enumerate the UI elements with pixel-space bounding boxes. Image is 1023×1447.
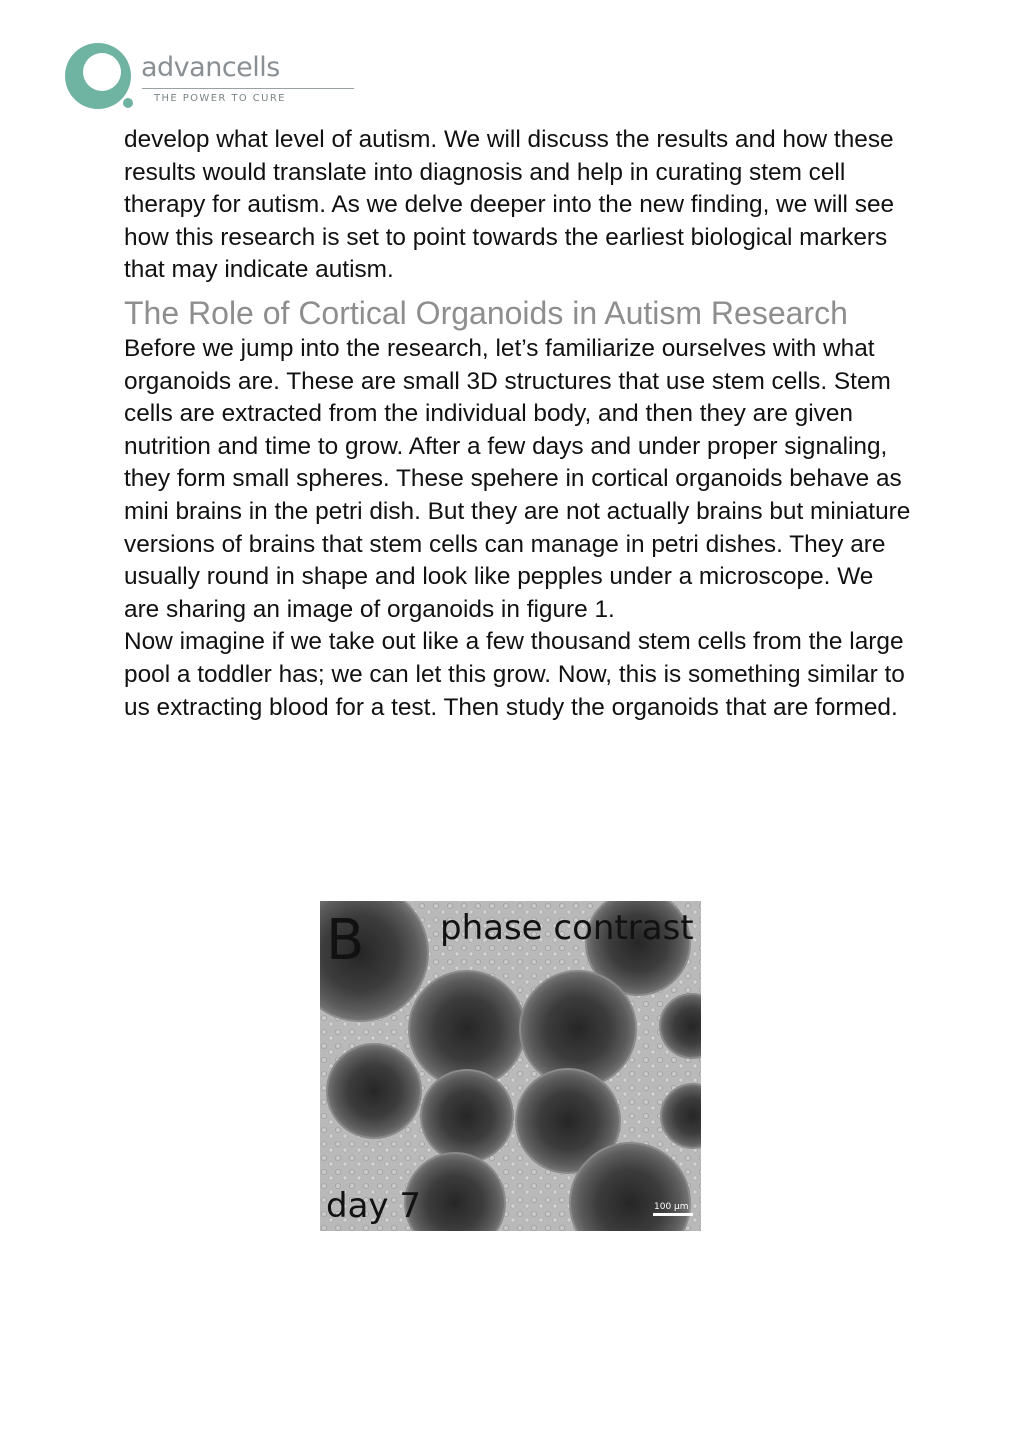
scale-bar-label: 100 µm bbox=[654, 1202, 689, 1212]
organoid-sphere bbox=[327, 1044, 421, 1138]
panel-letter: B bbox=[326, 908, 365, 973]
article-body bbox=[124, 124, 914, 724]
organoid-micrograph bbox=[320, 901, 701, 1231]
company-logo bbox=[62, 40, 312, 115]
section-heading: The Role of Cortical Organoids in Autism Research bbox=[124, 294, 848, 331]
scale-bar bbox=[653, 1213, 693, 1216]
logo-divider bbox=[142, 88, 354, 89]
logo-tagline: THE POWER TO CURE bbox=[154, 93, 286, 104]
logo-wordmark: advancells bbox=[141, 52, 280, 83]
caption-day: day 7 bbox=[326, 1186, 421, 1226]
organoid-sphere bbox=[421, 1070, 513, 1162]
imagine-paragraph: Now imagine if we take out like a few thousand stem cells from the large pool a toddler has; we can let this grow. Now, this is something similar to us extracting blood for a test. Then study the organoids that are formed. bbox=[124, 628, 905, 721]
organoids-paragraph: Before we jump into the research, let’s familiarize ourselves with what organoids are. These are small 3D structures that use stem cells. Stem cells are extracted from the individual body, and then they are given nutrition and time to grow. After a few days and under proper signaling, they form small spheres. These spehere in cortical organoids behave as mini brains in the petri dish. But they are not actually brains but miniature versions of brains that stem cells can manage in petri dishes. They are usually round in shape and look like pepples under a microscope. We are sharing an image of organoids in figure 1. bbox=[124, 334, 911, 623]
intro-paragraph: develop what level of autism. We will discuss the results and how these results would translate into diagnosis and help in curating stem cell therapy for autism. As we delve deeper into the new finding, we will see how this research is set to point towards the earliest biological markers that may indicate autism. bbox=[124, 126, 895, 284]
logo-mark-icon bbox=[62, 40, 138, 112]
caption-phase-contrast: phase contrast bbox=[440, 908, 694, 948]
